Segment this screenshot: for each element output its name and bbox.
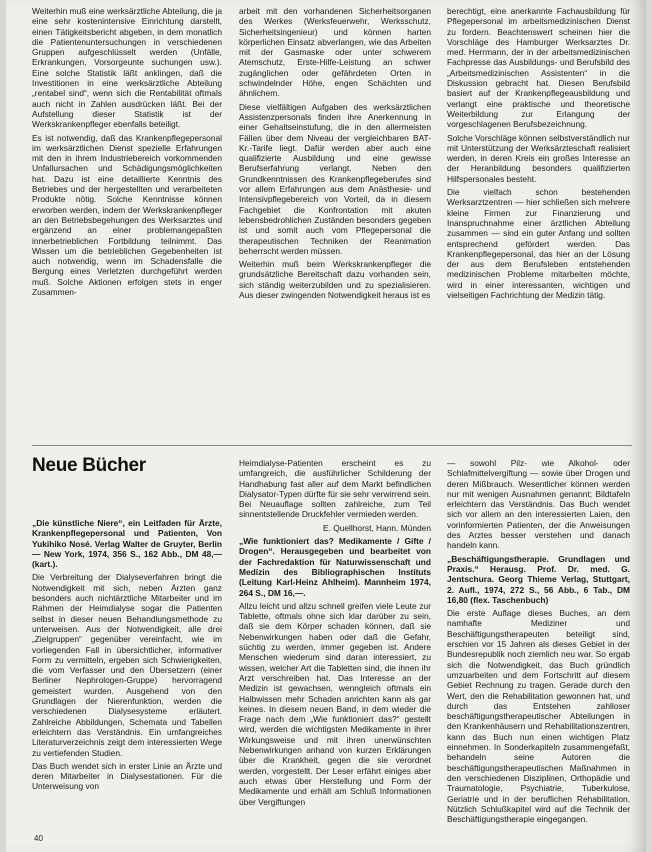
paragraph: Die Verbreitung der Dialyseverfahren bringt die Notwendigkeit mit sich, neben Ärzten ganz besonders auch nichtärztliche Mitarbeiter und im Rahmen der Heimdialyse sogar die Patienten selbst in dieser neuen Behandlungsmethode zu unterweisen. Aus der Notwendigkeit, alle drei „Zielgruppen“ gegenüber vereinfacht, wie im vorliegenden Fall in übersichtlicher, informativer Form zu vermitteln, ergeben sich Schwierigkeiten, die vom Verfasser und den Übersetzern (einer Berliner Nephrologen-Gruppe) hervorragend gemeistert wurden. Ausgehend von den Grundlagen der Nierenfunktion, werden die verschiedenen Dialysesysteme erläutert. Zahlreiche Abbildungen, Schemata und Tabellen erleichtern das Verständnis. Ein umfangreiches Literaturverzeichnis zeigt dem interessierten Wege zu vertiefenden Studien. bbox=[32, 572, 222, 758]
book-citation: „Wie funktioniert das? Medikamente / Gifte / Drogen“. Herausgegeben und bearbeitet von der Fachredaktion für Naturwissenschaft und Medizin des Bibliographischen Instituts (Leitung Karl-Heinz Ahlheim). Mannheim 1974, 264 S., DM 16,—. bbox=[239, 536, 431, 598]
paragraph: — sowohl Pilz- wie Alkohol- oder Schlafmittelvergiftung — sowie über Drogen und deren Mißbrauch. Wesentlicher können werden nur mit wenigen Ausnahmen genannt; Bildtafeln erleichtern das Verständnis. Das Buch wendet sich vor allem an den interessierten Laien, den vorinformierten Patienten, der die Anweisungen des Arztes besser verstehen und danach handeln kann. bbox=[447, 458, 630, 551]
paragraph: berechtigt, eine anerkannte Fachausbildung für Pflegepersonal im arbeitsmedizinischen Dienst zu fordern. Beachtenswert scheinen hier die Vorschläge des Hamburger Werksarztes Dr. med. Herrmann, der in der arbeitsmedizinischen Fachpresse das Ausbildungs- und Berufsbild des „Arbeitsmedizinischen Assistenten“ in die Diskussion gebracht hat. Diesen Berufsbild basiert auf der Krankenpflegeausbildung und verlangt eine praktische und theoretische Weiterbildung zur Erlangung der vorgeschlagenen Berufsbezeichnung. bbox=[447, 6, 630, 130]
paragraph: Allzu leicht und allzu schnell greifen viele Leute zur Tablette, oftmals ohne sich klar darüber zu sein, daß sie dem Körper schaden können, daß sie Nebenwirkungen haben oder daß die Gefahr, süchtig zu werden, immer gegeben ist. Andere Menschen wiederum sind daran interessiert, zu wissen, welcher Art die Tabletten sind, die ihnen ihr Arzt verschreiben hat. Das Interesse an der Medizin ist gewachsen, wenngleich oftmals ein Halbwissen mehr Schaden anrichten kann als gar keines. In diesem neuen Band, in dem wieder die Frage nach dem „Wie funktioniert das?“ gestellt wird, werden die wichtigsten Medikamente in ihrer Wirkungsweise und mit ihren unerwünschten Nebenwirkungen anhand von kurzen Erklärungen über die Krankheit, gegen die sie verordnet werden, vorgestellt. Der Leser erfährt einiges aber auch etwas über Herstellung und Form der Medikamente und erhält am Schluß Informationen über Vergiftungen bbox=[239, 600, 431, 807]
paragraph: Weiterhin muß beim Werkskrankenpfleger die grundsätzliche Bereitschaft dazu vorhanden sein, sich ständig weiterzubilden und zu spezialisieren. Aus dieser zwingenden Notwendigkeit heraus ist es bbox=[239, 259, 431, 301]
paragraph: Es ist notwendig, daß das Krankenpflegepersonal im werksärztlichen Dienst spezielle Erfahrungen mit den in ihrem Industriebereich vorkommenden Unfallursachen und Schädigungsmöglichkeiten hat. Dazu ist eine detaillierte Kenntnis des Betriebes und der hergestellten und verarbeiteten Produkte nötig. Solche Kenntnisse können erworben werden, indem der Werkskrankenpfleger an den Betriebsbegehungen des Werksarztes und ergänzend an einer problemangepaßten innerbetrieblichen Fortbildung teilnimmt. Das Wissen um die betrieblichen Gegebenheiten ist auch notwendig, wenn im Schadensfalle die Bergung eines Verletzten durchgeführt werden muß. Solche Aktionen erfolgen stets in enger Zusammen- bbox=[32, 132, 222, 298]
paragraph: Weiterhin muß eine werksärztliche Abteilung, die ja eine sehr kostenintensive Einrichtung darstellt, einen Tätigkeitsbericht abgeben, in dem monatlich die Patientenuntersuchungen in verschiedenen Gruppen aufgeschlüsselt werden (Unfälle, Erkrankungen, Vorsorgeunte suchungen usw.). Eine solche Statistik läßt anklingen, daß die Investitionen in eine werksärztliche Abteilung „rentabel sind“, wenn sich die Rentabilität oftmals auch nicht in Zahlen ausdrücken läßt. Bei der Aufstellung dieser Statistik ist der Werkskrankenpfleger ebenfalls beteiligt. bbox=[32, 6, 222, 130]
review-column-3 bbox=[447, 458, 630, 843]
section-title: Neue Bücher bbox=[32, 455, 146, 476]
article-column-3 bbox=[447, 6, 630, 412]
section-divider bbox=[32, 445, 632, 446]
magazine-page bbox=[6, 0, 646, 852]
paragraph: arbeit mit den vorhandenen Sicherheitsorganen des Werkes (Werksfeuerwehr, Werksschutz, Sicherheitsingenieur) und können harten körperlichen Einsatz abverlangen, wie das Arbeiten mit der Gasmaske oder unter schwerem Atemschutz, Erste-Hilfe-Leistung an schwer zugänglichen oder gefährdeten Orten in schwindelnder Höhe, engen Schächten und ähnlichem. bbox=[239, 6, 431, 99]
article-column-1 bbox=[32, 6, 222, 412]
reviewer-signature: E. Quellhorst, Hann. Münden bbox=[322, 522, 431, 533]
paragraph: Diese vielfältigen Aufgaben des werksärztlichen Assistenzpersonals finden ihre Anerkennung in einer Gehaltseinstufung, die in den allermeisten Fällen über dem Niveau der vergleichbaren BAT-Kr.-Tarife liegt. Dafür werden aber auch eine qualifizierte Ausbildung und eine gewisse Berufserfahrung verlangt. Neben den Grundkenntnissen des Krankenpflegeberufes sind vor allem Erfahrungen aus dem Anästhesie- und Intensivpflegebereich von Vorteil, da in diesem Fachgebiet die Konfrontation mit akuten lebensbedrohlichen Zuständen besonders gegeben ist und somit auch vom Pflegepersonal die therapeutischen Techniken der Reanimation beherrscht werden müssen. bbox=[239, 101, 431, 256]
paragraph: Das Buch wendet sich in erster Linie an Ärzte und deren Mitarbeiter in Dialysestationen. Für die Unterweisung von bbox=[32, 760, 222, 792]
article-column-2 bbox=[239, 6, 431, 412]
paragraph: Die erste Auflage dieses Buches, an dem namhafte Mediziner und Beschäftigungstherapeuten beteiligt sind, erschien vor 15 Jahren als dieses Gebiet in der Bundesrepublik noch ziemlich neu war. So ergab sich die Notwendigkeit, das Buch gründlich umzuarbeiten und dem Fortschritt auf diesem Gebiet Rechnung zu tragen. Gerade durch den Wert, den die Rehabilitation gewonnen hat, und durch das Entstehen zahlloser beschäftigungstherapeutischer Abteilungen in den Krankenhäusern und Rehabilitationszentren, kann das Buch nun einen wichtigen Platz einnehmen. In Sonderkapiteln zusammengefaßt, behandeln seine Autoren die beschäftigungstherapeutischen Maßnahmen in den verschiedenen Disziplinen, Orthopädie und Traumatologie, Psychiatrie, Tuberkulose, Geriatrie und in der beruflichen Rehabilitation. Nützlich Schlußkapitel wird auf die Technik der Beschäftigungstherapie eingegangen. bbox=[447, 608, 630, 825]
review-column-2 bbox=[239, 458, 431, 843]
book-citation: „Die künstliche Niere“, ein Leitfaden für Ärzte, Krankenpflegepersonal und Patienten, Von Yukihiko Nosé. Verlag Walter de Gruyter, Berlin — New York, 1974, 356 S., 162 Abb., DM 48,— (kart.). bbox=[32, 518, 222, 570]
paragraph: Solche Vorschläge können selbstverständlich nur mit Unterstützung der Werksärzteschaft realisiert werden, in deren Kreis ein großes Interesse an der Heranbildung besonders qualifizierten Hilfspersonales besteht. bbox=[447, 132, 630, 184]
book-citation: „Beschäftigungstherapie. Grundlagen und Praxis.“ Herausg. Prof. Dr. med. G. Jentschura. Georg Thieme Verlag, Stuttgart, 2. Aufl., 1974, 272 S., 56 Abb., 6 Tab., DM 16,80 (flex. Taschenbuch) bbox=[447, 553, 630, 605]
page-number: 40 bbox=[34, 834, 43, 843]
paragraph: Die vielfach schon bestehenden Werksarztzentren — hier schließen sich mehrere kleine Firmen zur Finanzierung und Inanspruchnahme einer ärztlichen Abteilung zusammen — sind ein guter Anfang und sollten entsprechend gefördert werden. Das Krankenpflegepersonal, das hier an der Lösung der aus dem Berufsleben entstehenden medizinischen Probleme mitarbeiten möchte, wird in einer interessanten, wichtigen und vielseitigen Fachrichtung der Medizin tätig. bbox=[447, 187, 630, 301]
review-column-1 bbox=[32, 518, 222, 843]
paragraph: Heimdialyse-Patienten erscheint es zu umfangreich, die ausführlicher Schilderung der Handhabung fast aller auf dem Markt befindlichen Dialysator-Typen dürfte für sie sehr verwirrend sein. Bei Neuauflage sollten zahlreiche, zum Teil sinnentstellende Druckfehler vermieden werden. bbox=[239, 458, 431, 520]
